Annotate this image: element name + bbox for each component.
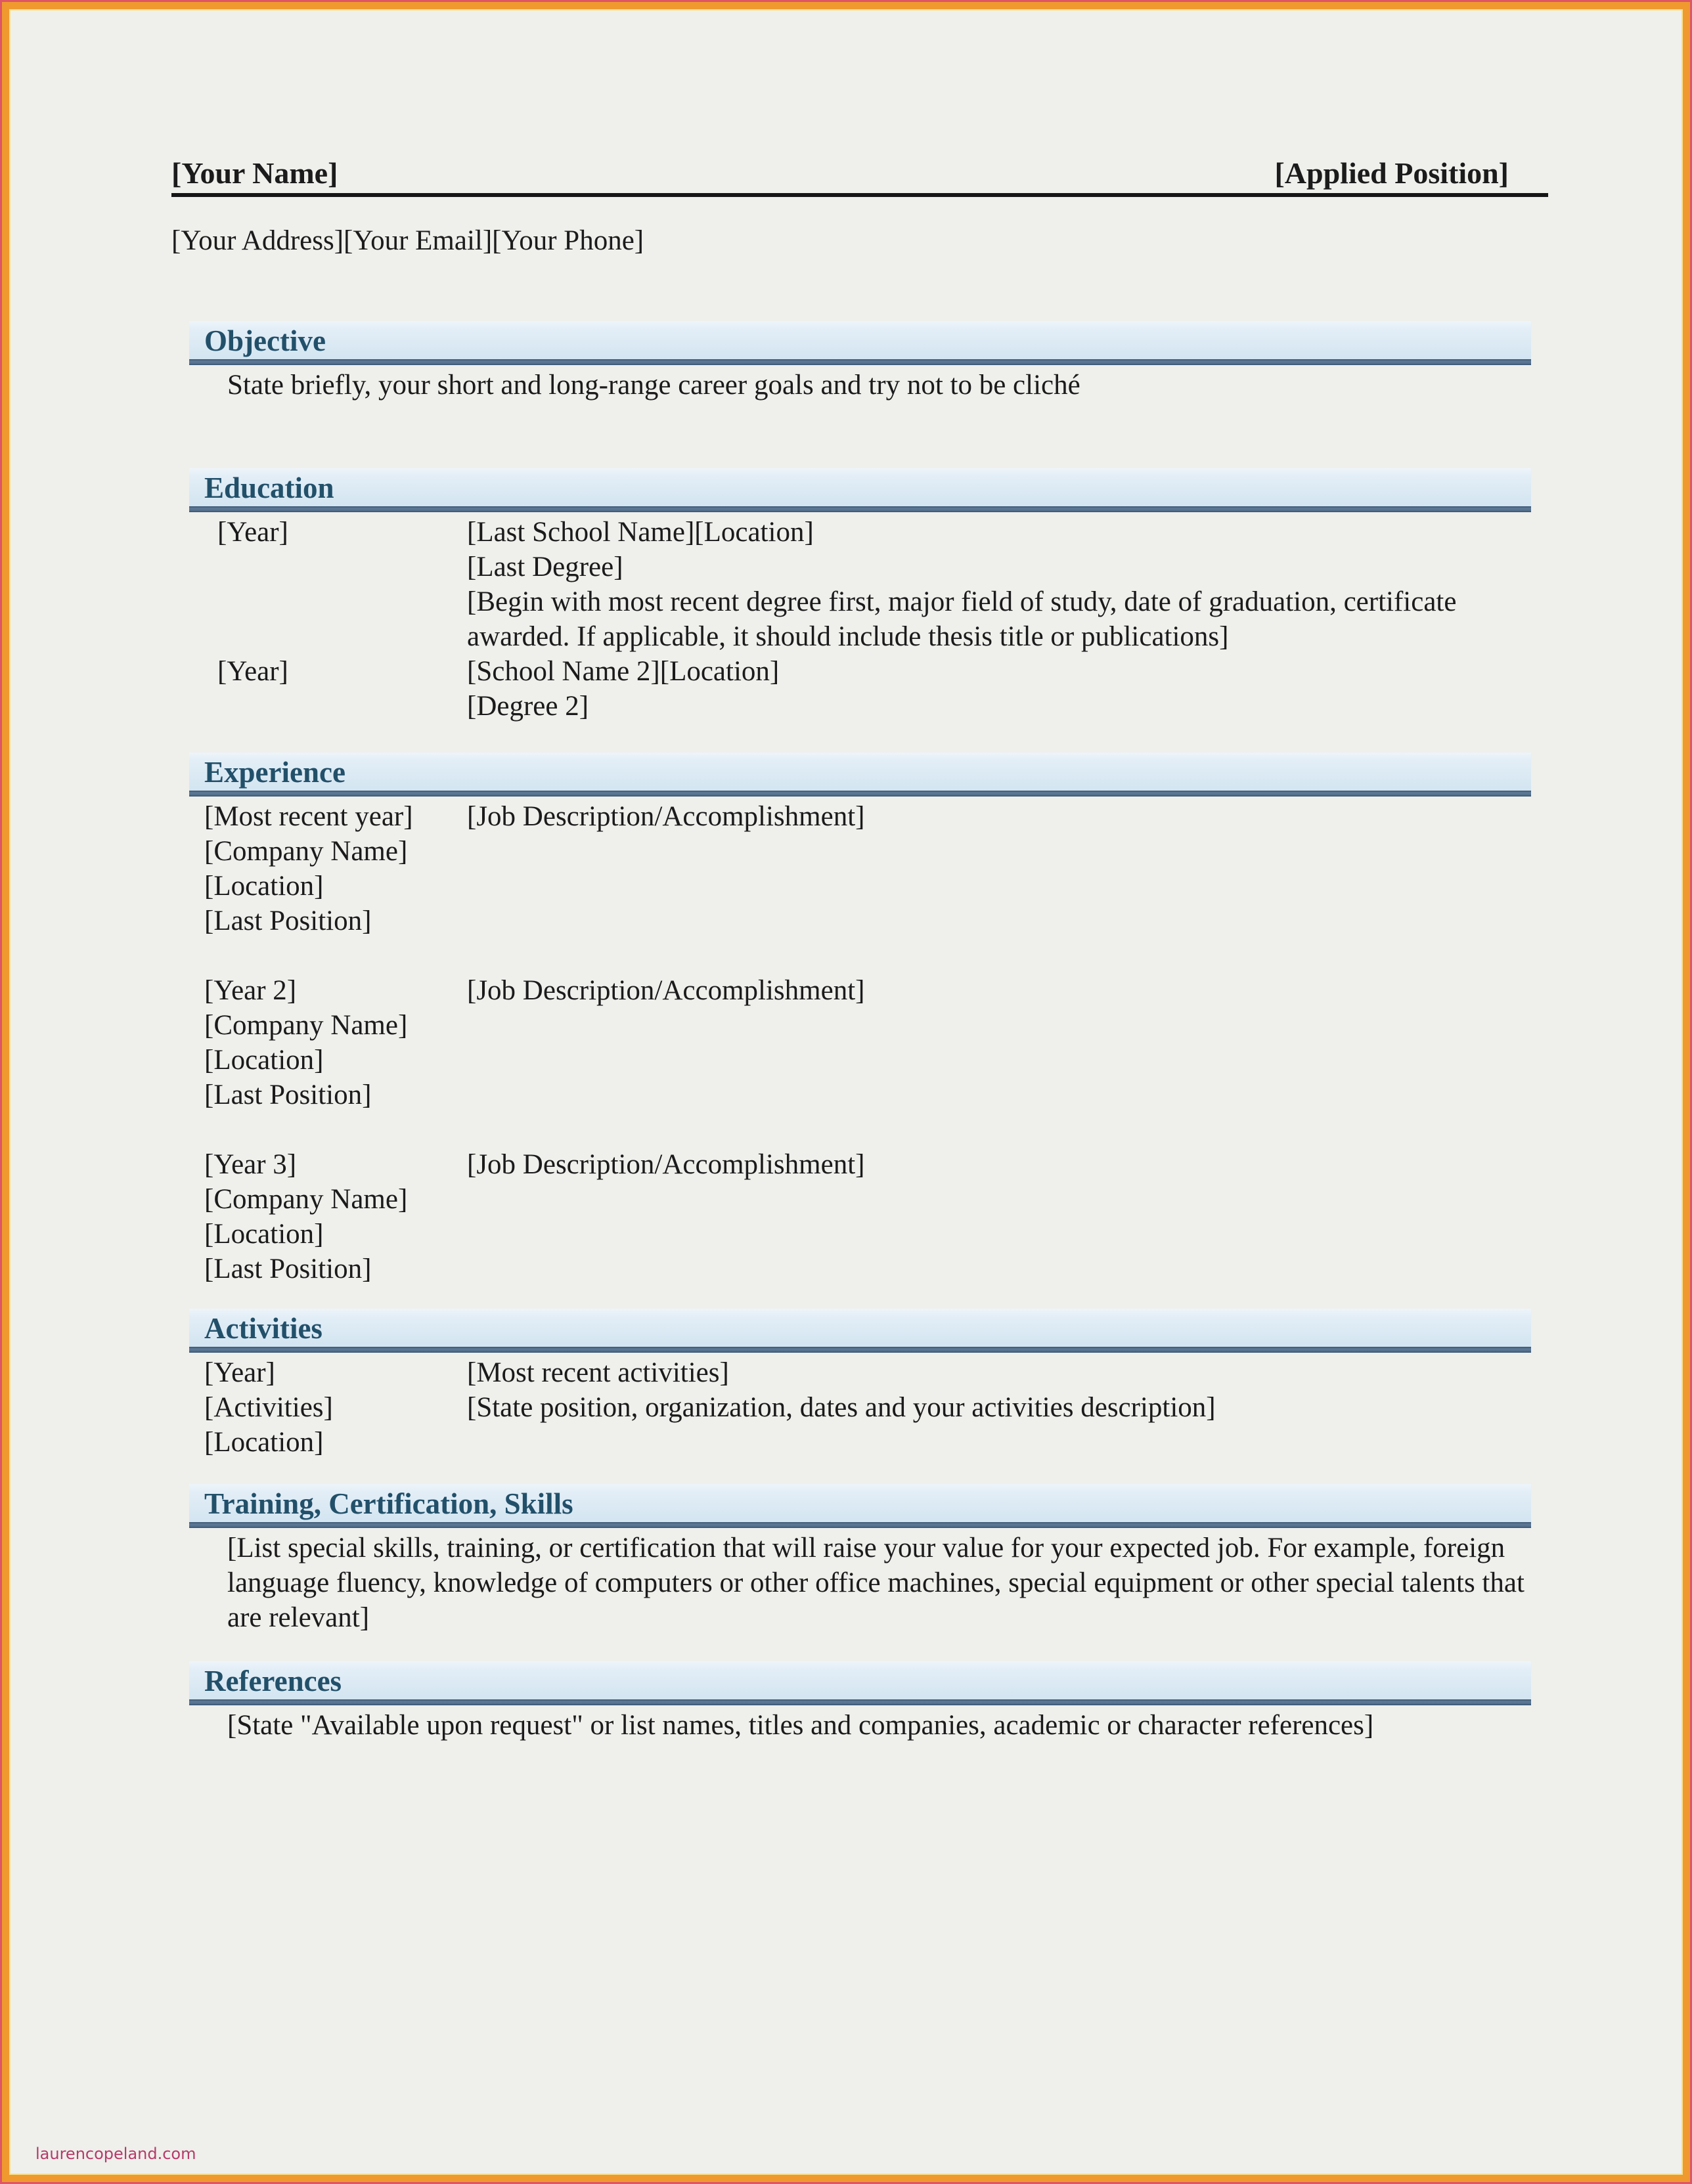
experience-company-label: [Company Name] [204, 836, 408, 867]
experience-location-label: [Location] [204, 871, 324, 902]
experience-job-description: [Job Description/Accomplishment] [467, 975, 865, 1006]
training-title: Training, Certification, Skills [204, 1487, 573, 1520]
objective-header-bar [189, 321, 1531, 359]
section-experience [189, 753, 1531, 1286]
training-header-bar [189, 1484, 1531, 1522]
education-note-line: [Begin with most recent degree first, major field of study, date of graduation, certificate awarded. If applicable, it should include thesis title or publications] [467, 586, 1457, 652]
section-objective [189, 321, 1531, 403]
activities-row [189, 1390, 1531, 1425]
objective-body: State briefly, your short and long-range career goals and try not to be cliché [227, 370, 1080, 401]
activities-detail [467, 1425, 1531, 1460]
experience-title: Experience [204, 756, 345, 789]
section-rule [189, 791, 1531, 797]
education-details [467, 654, 1531, 724]
experience-year-label: [Most recent year] [204, 801, 413, 832]
scan-border-yellow [9, 9, 1683, 2175]
references-header-bar [189, 1661, 1531, 1699]
education-details [467, 515, 1531, 654]
experience-left-column [204, 1147, 467, 1286]
education-row [189, 654, 1531, 724]
activities-title: Activities [204, 1312, 323, 1345]
education-title: Education [204, 471, 334, 504]
section-rule [189, 1699, 1531, 1705]
experience-position-label: [Last Position] [204, 1080, 372, 1110]
activities-year-label: [Year] [204, 1357, 275, 1388]
education-year-label: [Year] [217, 517, 288, 548]
resume-header [171, 156, 1548, 197]
section-rule [189, 359, 1531, 365]
activities-location-label: [Location] [204, 1427, 324, 1458]
activities-label: [Activities] [204, 1392, 333, 1423]
experience-year-label: [Year 2] [204, 975, 297, 1006]
education-school-line: [School Name 2][Location] [467, 656, 780, 687]
contact-line: [Your Address][Your Email][Your Phone] [171, 225, 644, 256]
experience-entry [189, 799, 1531, 938]
scan-border-orange [2, 2, 1690, 2182]
experience-location-label: [Location] [204, 1219, 324, 1250]
experience-company-label: [Company Name] [204, 1184, 408, 1215]
resume-document [11, 11, 1681, 2173]
section-rule [189, 506, 1531, 512]
activities-row [189, 1355, 1531, 1390]
references-body: [State "Available upon request" or list names, titles and companies, academic or character references] [227, 1710, 1374, 1741]
experience-location-label: [Location] [204, 1045, 324, 1076]
education-degree-line: [Last Degree] [467, 552, 623, 582]
section-rule [189, 1347, 1531, 1353]
experience-year-label: [Year 3] [204, 1149, 297, 1180]
experience-left-column [204, 973, 467, 1112]
experience-job-description: [Job Description/Accomplishment] [467, 1149, 865, 1180]
section-activities [189, 1309, 1531, 1460]
education-degree-line: [Degree 2] [467, 691, 589, 722]
training-body: [List special skills, training, or certification that will raise your value for your expected job. For example, foreign language fluency, knowledge of computers or other office machines, special equipment or other special talents that are relevant] [227, 1533, 1525, 1633]
objective-title: Objective [204, 324, 326, 357]
experience-header-bar [189, 753, 1531, 791]
name-text: [Your Name] [171, 156, 338, 190]
watermark-text: laurencopeland.com [35, 2145, 196, 2163]
education-year-label: [Year] [217, 656, 288, 687]
activities-detail: [State position, organization, dates and your activities description] [467, 1392, 1216, 1423]
section-rule [189, 1522, 1531, 1528]
experience-job-description: [Job Description/Accomplishment] [467, 801, 865, 832]
activities-detail: [Most recent activities] [467, 1357, 729, 1388]
education-row [189, 515, 1531, 654]
education-header-bar [189, 468, 1531, 506]
references-title: References [204, 1665, 342, 1697]
experience-entry [189, 1147, 1531, 1286]
education-school-line: [Last School Name][Location] [467, 517, 814, 548]
activities-header-bar [189, 1309, 1531, 1347]
experience-company-label: [Company Name] [204, 1010, 408, 1041]
section-references [189, 1661, 1531, 1743]
section-training [189, 1484, 1531, 1635]
experience-entry [189, 973, 1531, 1112]
applied-position-text: [Applied Position] [1274, 156, 1509, 190]
experience-left-column [204, 799, 467, 938]
experience-position-label: [Last Position] [204, 1254, 372, 1284]
experience-position-label: [Last Position] [204, 906, 372, 936]
section-education [189, 468, 1531, 724]
activities-row [189, 1425, 1531, 1460]
